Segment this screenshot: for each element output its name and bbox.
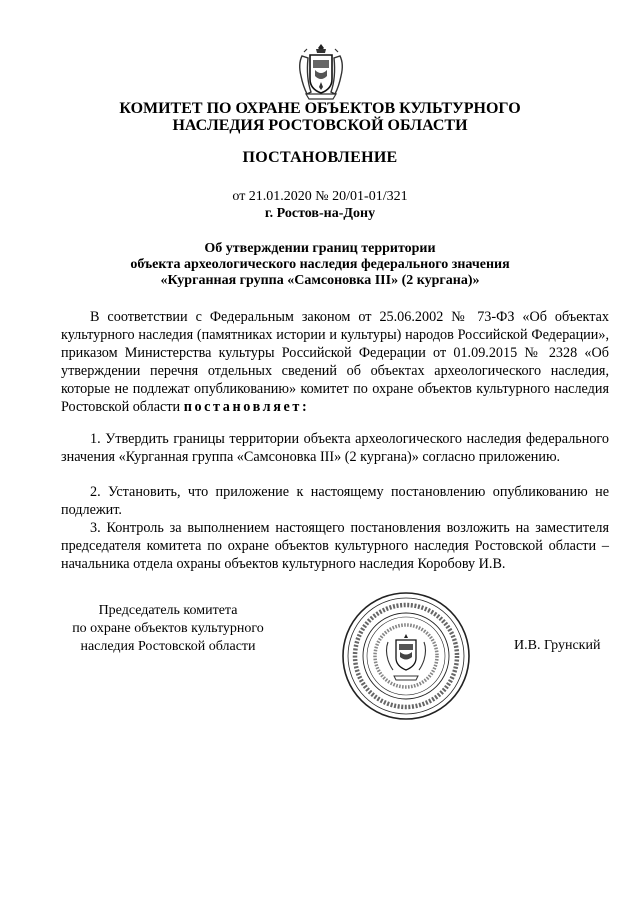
- signatory-name: И.В. Грунский: [514, 638, 601, 653]
- resolution-keyword: постановляет:: [183, 399, 310, 415]
- signatory-title: [58, 602, 278, 656]
- issue-city: г. Ростов-на-Дону: [264, 206, 376, 221]
- signatory-title-line-1: Председатель комитета: [98, 603, 238, 618]
- document-type: ПОСТАНОВЛЕНИЕ: [242, 149, 398, 166]
- clause-1: 1. Утвердить границы территории объекта археологического наследия федерального значения «Курганная группа «Самсоновка III» (2 кургана)» согласно приложению.: [61, 431, 609, 465]
- official-round-seal-icon: [340, 590, 472, 722]
- issuing-organization: [0, 100, 640, 134]
- clause-3: 3. Контроль за выполнением настоящего постановления возложить на заместителя председателя комитета по охране объектов культурного наследия Ростовской области – начальника отдела охраны объектов культурного наследия Коробову И.В.: [61, 520, 609, 572]
- subject-line-1: Об утверждении границ территории: [204, 241, 436, 256]
- org-name-line-2: НАСЛЕДИЯ РОСТОВСКОЙ ОБЛАСТИ: [172, 117, 468, 134]
- rostov-region-coat-of-arms-icon: [296, 42, 346, 102]
- signatory-title-line-2: по охране объектов культурного: [72, 621, 264, 636]
- subject-line-3: «Курганная группа «Самсоновка III» (2 кургана)»: [160, 273, 480, 288]
- clause-2: 2. Установить, что приложение к настоящему постановлению опубликованию не подлежит.: [61, 484, 609, 518]
- document-subject: [0, 241, 640, 289]
- preamble-text: В соответствии с Федеральным законом от 25.06.2002 № 73-ФЗ «Об объектах культурного наследия (памятниках истории и культуры) народов Российской Федерации», приказом Министерства культуры Российской Федерации от 01.09.2015 № 2328 «Об утверждении перечня отдельных сведений об объектах археологического наследия, которые не подлежат опубликованию» комитет по охране объектов культурного наследия Ростовской области: [61, 309, 609, 415]
- subject-line-2: объекта археологического наследия федерального значения: [130, 257, 510, 272]
- org-name-line-1: КОМИТЕТ ПО ОХРАНЕ ОБЪЕКТОВ КУЛЬТУРНОГО: [119, 100, 521, 117]
- preamble-paragraph: [61, 308, 609, 416]
- date-and-number: от 21.01.2020 № 20/01-01/321: [232, 189, 408, 204]
- signatory-title-line-3: наследия Ростовской области: [80, 639, 256, 654]
